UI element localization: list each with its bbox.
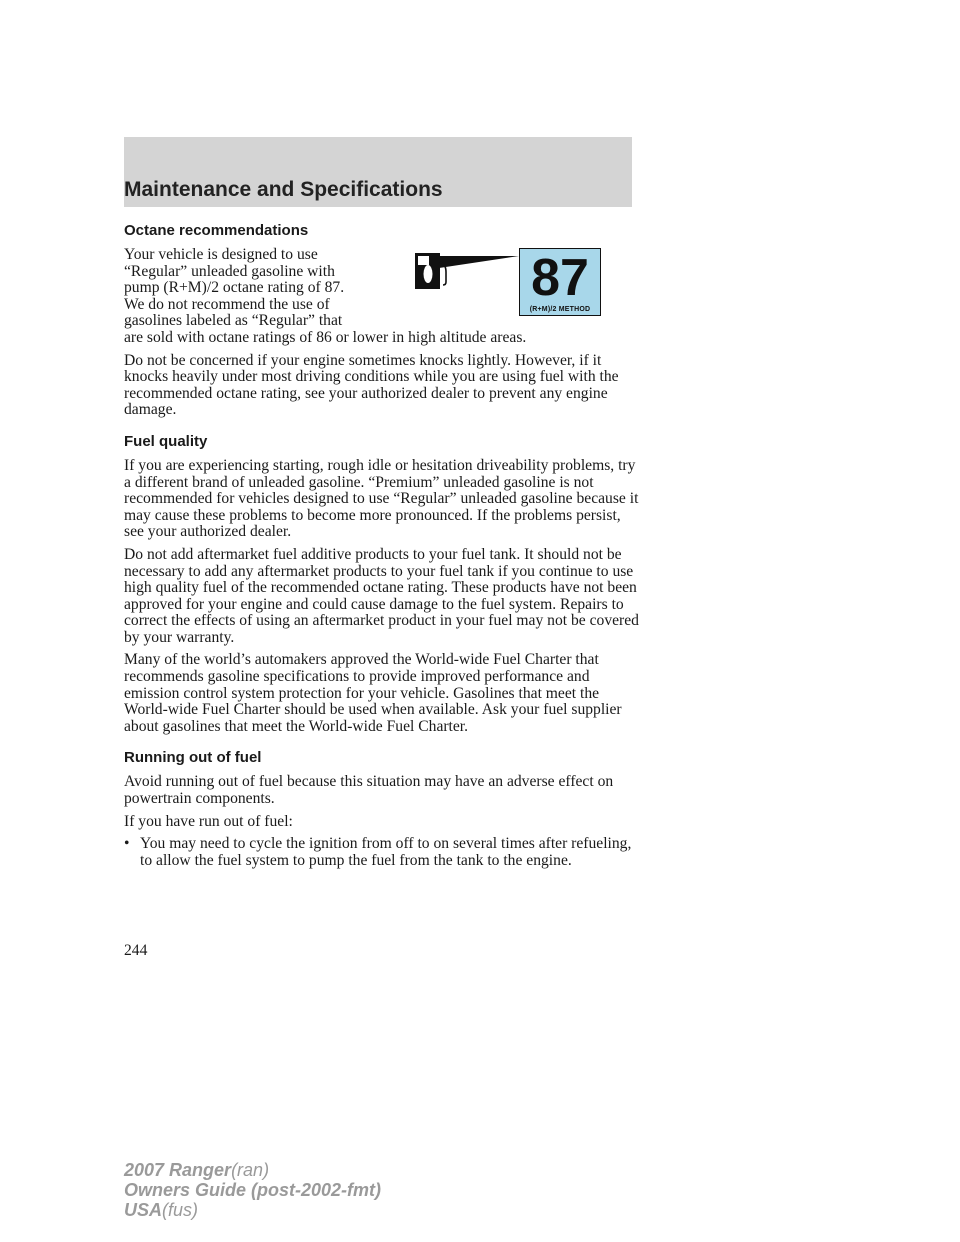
- footer-model-code: (ran): [231, 1160, 270, 1180]
- page-body: [124, 222, 639, 869]
- running-out-paragraph-2: If you have run out of fuel:: [124, 812, 293, 830]
- octane-paragraph-wrapped: [124, 247, 374, 330]
- page-number: 244: [124, 942, 148, 959]
- fuel-quality-paragraph-1: If you are experiencing starting, rough idle or hesitation driveability problems, try a different brand of unleaded gasoline. “Premium” unleaded gasoline is not recommended for vehicles designed to use “Regular” unleaded gasoline because it may cause these problems to become more pronounced. If the problems persist, see your authorized dealer.: [124, 456, 639, 541]
- footer-model: 2007 Ranger: [124, 1160, 232, 1180]
- running-out-paragraph-1: Avoid running out of fuel because this situation may have an adverse effect on powertrain components.: [124, 773, 614, 808]
- section-title: Maintenance and Specifications: [124, 178, 443, 201]
- fuel-quality-paragraph-2: Do not add aftermarket fuel additive products to your fuel tank. It should not be necessary to add any aftermarket products to your fuel tank if you continue to use high quality fuel of the recommended octane rating. These products have not been approved for your engine and could cause damage to the fuel system. Repairs to correct the effects of using an aftermarket product in your fuel may not be covered by your warranty.: [124, 545, 639, 646]
- text-line: “Regular” unleaded gasoline with: [124, 262, 335, 280]
- octane-method-text: (R+M)/2 METHOD: [529, 306, 591, 313]
- text-line: We do not recommend the use of: [124, 295, 330, 313]
- heading-octane: Octane recommendations: [124, 222, 309, 239]
- footer-market-code: (fus): [162, 1200, 199, 1220]
- text-line: gasolines labeled as “Regular” that: [124, 312, 343, 330]
- text-line: pump (R+M)/2 octane rating of 87.: [124, 279, 345, 297]
- heading-running-out: Running out of fuel: [124, 749, 262, 767]
- fuel-quality-paragraph-3: Many of the world’s automakers approved the World-wide Fuel Charter that recommends gasoline specifications to provide improved performance and emission control system protection for your vehicle. Gasolines that meet the World-wide Fuel Charter should be used when available. Ask your fuel supplier about gasolines that meet the World-wide Fuel Charter.: [124, 651, 622, 735]
- footer-market: USA: [124, 1200, 163, 1220]
- document-footer: [124, 1160, 381, 1220]
- list-item: [124, 836, 639, 869]
- list-item-text: You may need to cycle the ignition from off to on several times after refueling, to allow the fuel system to pump the fuel from the tank to the engine.: [140, 835, 632, 869]
- footer-line-2: [124, 1180, 381, 1200]
- octane-paragraph-rest: are sold with octane ratings of 86 or lower in high altitude areas.: [124, 328, 527, 346]
- footer-guide-name: Owners Guide (post-2002-fmt): [124, 1180, 382, 1200]
- bullet-icon: •: [124, 835, 130, 853]
- octane-number: 87: [531, 249, 589, 307]
- text-line: Your vehicle is designed to use: [124, 246, 318, 263]
- footer-line-3: [124, 1200, 381, 1220]
- footer-line-1: [124, 1160, 381, 1180]
- heading-fuel-quality: Fuel quality: [124, 432, 208, 450]
- octane-paragraph-2: Do not be concerned if your engine sometimes knocks lightly. However, if it knocks heavily under most driving conditions while you are using fuel with the recommended octane rating, see your authorized dealer to prevent any engine damage.: [124, 351, 619, 419]
